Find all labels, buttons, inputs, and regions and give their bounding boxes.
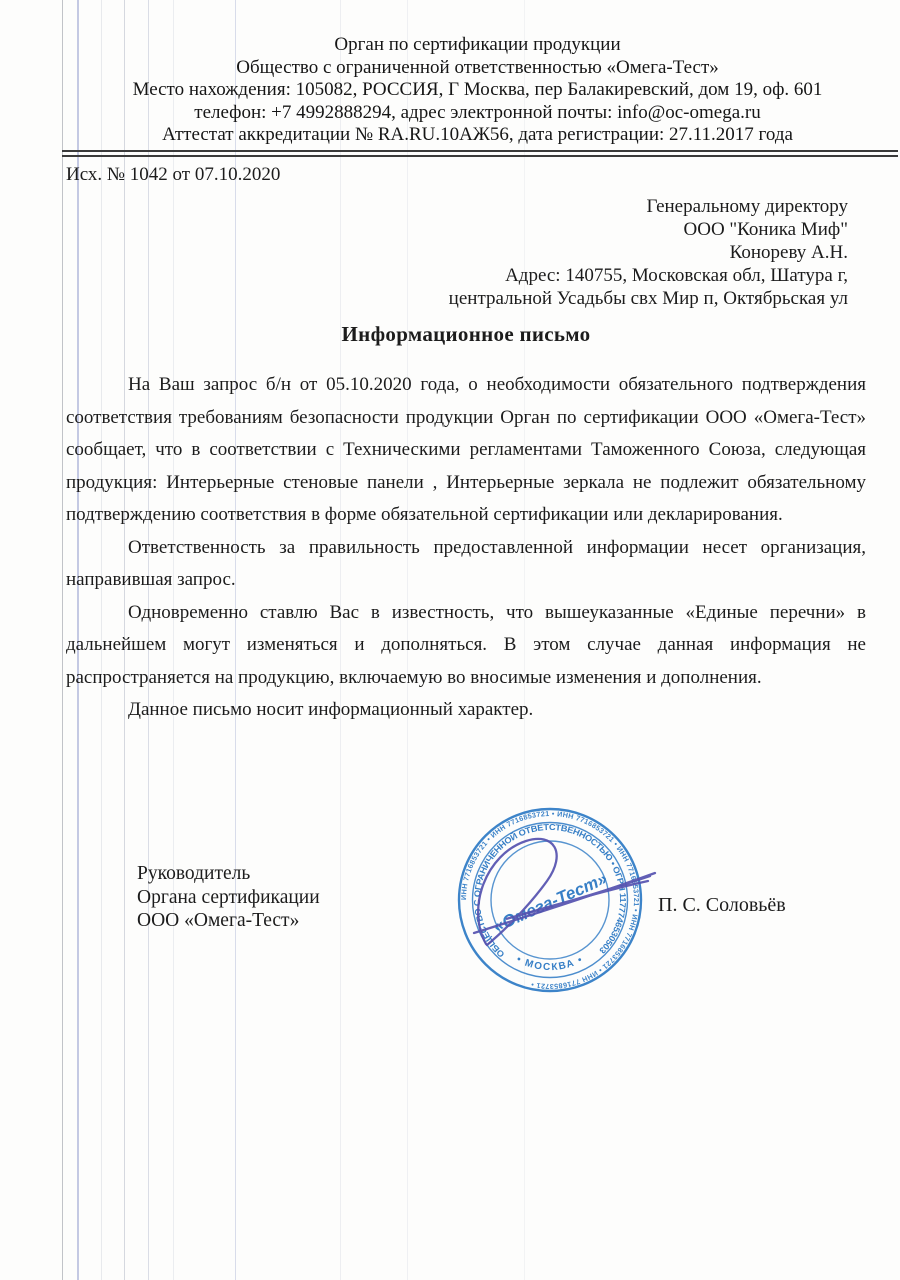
letterhead-line-org-type: Орган по сертификации продукции xyxy=(334,34,621,55)
letterhead-line-phone-email: телефон: +7 4992888294, адрес электронной почты: info@oc-omega.ru xyxy=(194,101,761,123)
signer-role-2: Органа сертификации xyxy=(137,886,320,908)
letterhead-line-company: Общество с ограниченной ответственностью «Омега-Тест» xyxy=(236,56,719,78)
body-paragraph-3: Одновременно ставлю Вас в известность, что вышеуказанные «Единые перечни» в дальнейшем могут изменяться и дополняться. В этом случае данная информация не распространяется на продукцию, включаемую во вносимые изменения и дополнения. xyxy=(66,601,866,688)
recipient-person: Конореву А.Н. xyxy=(729,242,848,263)
outgoing-reference: Исх. № 1042 от 07.10.2020 xyxy=(66,164,281,185)
letterhead-line-accreditation: Аттестат аккредитации № RA.RU.10АЖ56, дата регистрации: 27.11.2017 года xyxy=(162,124,793,146)
body-paragraph-1: На Ваш запрос б/н от 05.10.2020 года, о необходимости обязательного подтверждения соответствия требованиям безопасности продукции Орган по сертификации ООО «Омега-Тест» сообщает, что в соответствии с Техническими регламентами Таможенного Союза, следующая продукция: Интерьерные стеновые панели , Интерьерные зеркала не подлежит обязательному подтверждению соответствия в форме обязательной сертификации или декларирования. xyxy=(66,374,866,525)
letterhead xyxy=(70,34,885,147)
stamp-center-text: «Омега-Тест» xyxy=(490,868,610,937)
signer-company: ООО «Омега-Тест» xyxy=(137,910,300,931)
letter-body xyxy=(66,369,866,727)
body-paragraph-4: Данное письмо носит информационный характер. xyxy=(128,699,534,720)
recipient-position: Генеральному директору xyxy=(646,196,848,217)
scan-artifact-line xyxy=(62,0,63,1280)
body-paragraph-2: Ответственность за правильность предоставленной информации несет организация, направившая запрос. xyxy=(66,536,866,590)
letterhead-divider-rule xyxy=(62,150,898,157)
recipient-address-2: центральной Усадьбы свх Мир п, Октябрьская ул xyxy=(448,288,848,309)
letter-title: Информационное письмо xyxy=(341,322,591,346)
stamp-main-ring-text: ОБЩЕСТВО С ОГРАНИЧЕННОЙ ОТВЕТСТВЕННОСТЬЮ • ОГРН 1177746530503 xyxy=(471,821,629,960)
stamp-inn-ring-text: ИНН 7716853721 • ИНН 7716853721 • ИНН 7716853721 • ИНН 7716853721 • ИНН 7716853721 • ИНН 7716853721 • xyxy=(458,808,642,992)
recipient-company: ООО "Коника Миф" xyxy=(683,219,848,240)
letterhead-line-address: Место нахождения: 105082, РОССИЯ, Г Москва, пер Балакиревский, дом 19, оф. 601 xyxy=(132,79,823,101)
recipient-address-1: Адрес: 140755, Московская обл, Шатура г, xyxy=(505,265,848,286)
stamp-city-text: • МОСКВА • xyxy=(514,954,586,974)
recipient-block xyxy=(449,195,848,310)
signature-title-block xyxy=(137,862,320,933)
signer-name: П. С. Соловьёв xyxy=(658,894,786,916)
signer-role-1: Руководитель xyxy=(137,863,251,884)
